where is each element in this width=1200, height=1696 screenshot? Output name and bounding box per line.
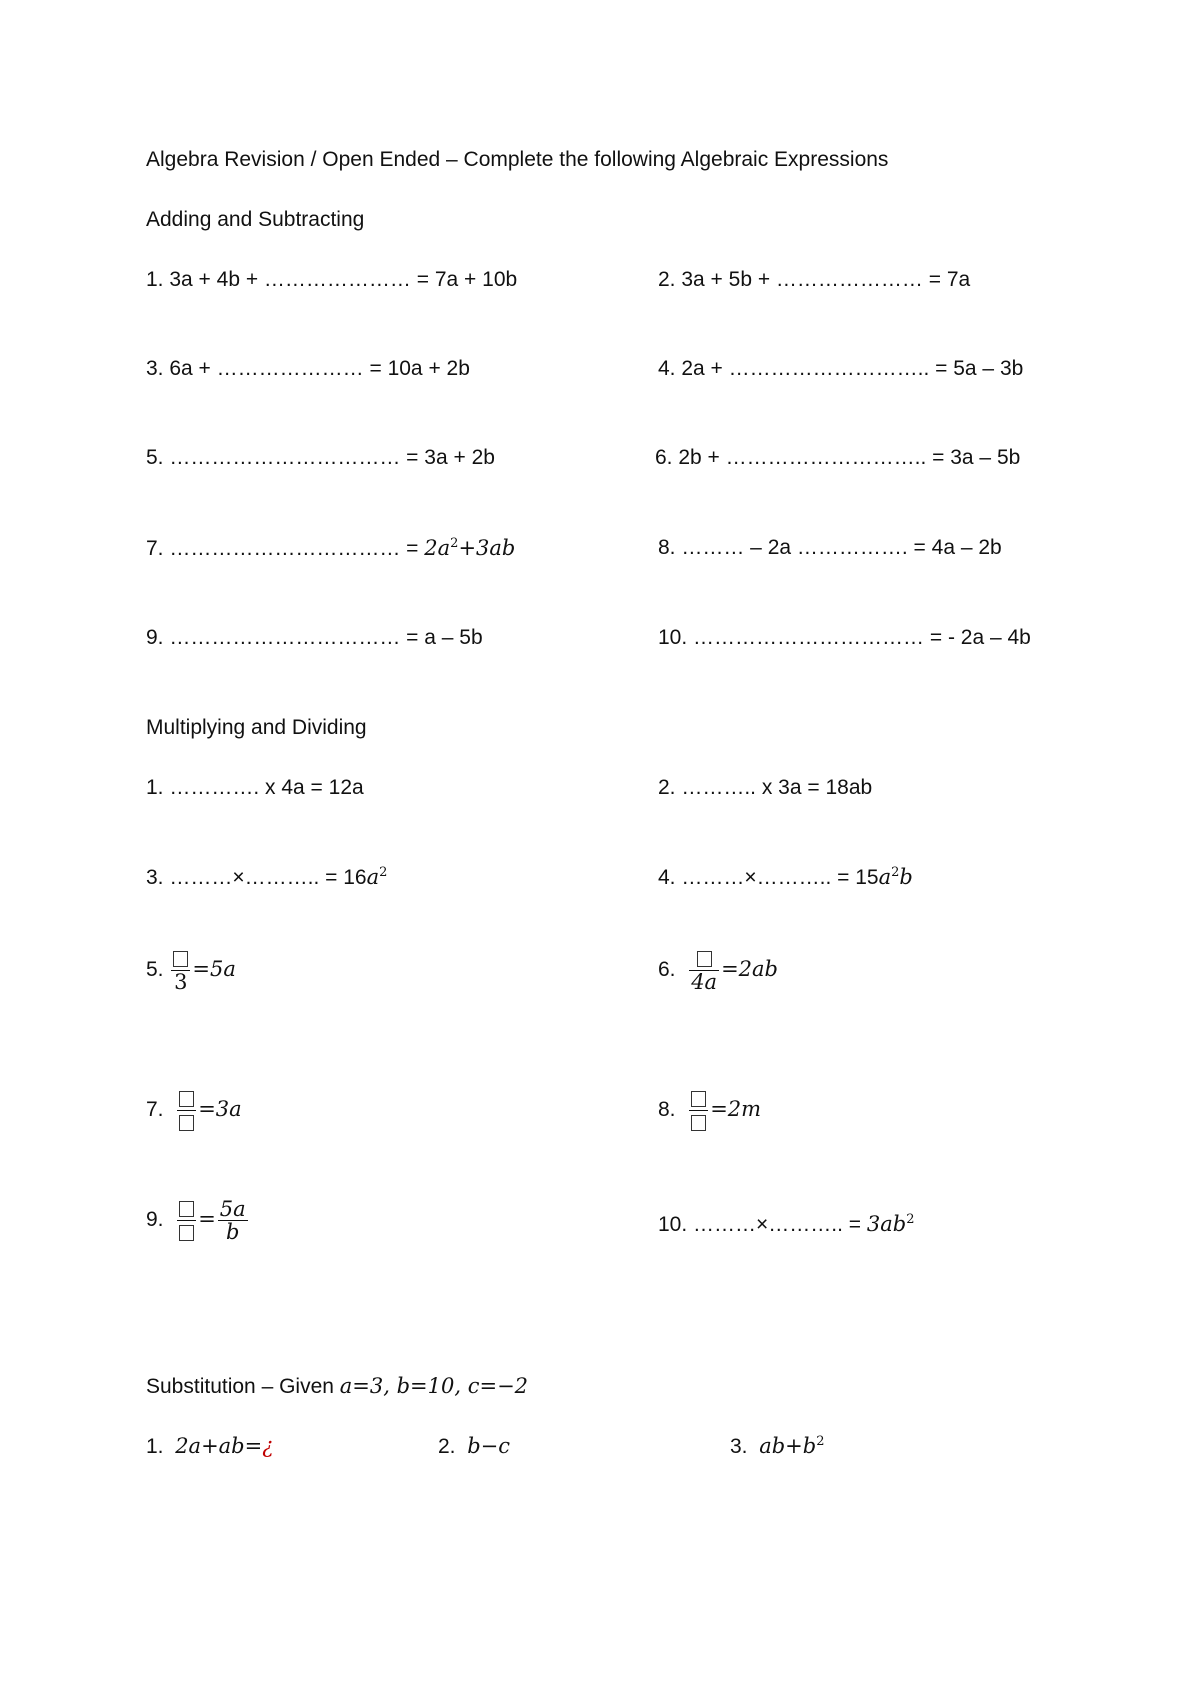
sub-question-1-expression: 2a+ab=: [175, 1434, 263, 1458]
add-question-8: 8. ……… – 2a ……………. = 4a – 2b: [658, 536, 1002, 559]
blank-box-icon: [173, 951, 188, 967]
mult-question-4-math-end: b: [899, 865, 913, 889]
mult-question-4-math: a: [878, 865, 892, 889]
blank-box-icon: [691, 1091, 706, 1107]
sub-question-3-expression: ab+b: [759, 1434, 817, 1458]
mult-question-8-fraction: [689, 1088, 708, 1133]
sub-question-3: [730, 1434, 824, 1459]
mult-question-8-result: =2m: [710, 1097, 762, 1122]
mult-question-5-result: =5a: [192, 957, 236, 982]
mult-question-10-text: 10. ………×……….. =: [658, 1213, 867, 1236]
add-question-7-exponent: 2: [450, 536, 459, 551]
heading-multiplying-dividing: Multiplying and Dividing: [146, 716, 367, 739]
sub-question-1-number: 1.: [146, 1435, 164, 1458]
mult-question-7-result: =3a: [198, 1097, 242, 1122]
mult-question-10-math: 3ab: [866, 1212, 907, 1236]
sub-question-1-placeholder: ¿: [262, 1434, 274, 1458]
blank-box-icon: [179, 1225, 194, 1241]
mult-question-4: [658, 865, 913, 890]
mult-question-8: [658, 1088, 761, 1133]
add-question-7-text: 7. …………………………… =: [146, 537, 425, 560]
add-question-3: 3. 6a + ………………… = 10a + 2b: [146, 357, 470, 380]
mult-question-10-exponent: 2: [906, 1212, 915, 1227]
page-title: Algebra Revision / Open Ended – Complete the following Algebraic Expressions: [146, 148, 889, 171]
blank-box-icon: [179, 1115, 194, 1131]
substitution-heading-text: Substitution – Given: [146, 1375, 340, 1398]
mult-question-4-text: 4. ………×……….. = 15: [658, 866, 879, 889]
add-question-6: 6. 2b + ……………………….. = 3a – 5b: [655, 446, 1021, 469]
substitution-given-values: a=3, b=10, c=−2: [339, 1374, 529, 1398]
add-question-7-math-end: +3ab: [458, 536, 516, 560]
mult-question-10: [658, 1212, 915, 1237]
mult-question-9-number: 9.: [146, 1208, 164, 1232]
mult-question-6-fraction: [689, 948, 719, 993]
mult-question-9: 9. = $\frac{5a}{b}$: [146, 1197, 246, 1245]
mult-question-7: [146, 1088, 242, 1133]
sub-question-1: [146, 1434, 274, 1459]
sub-question-2: [438, 1434, 510, 1459]
mult-question-5: [146, 948, 236, 993]
mult-question-4-exponent: 2: [891, 865, 900, 880]
mult-question-9-result-fraction: [218, 1198, 248, 1243]
mult-question-9-fraction: [177, 1198, 196, 1243]
mult-question-8-number: 8.: [658, 1098, 676, 1122]
mult-question-5-number: 5.: [146, 958, 164, 982]
sub-question-3-exponent: 2: [816, 1434, 825, 1449]
mult-question-6-number: 6.: [658, 958, 676, 982]
mult-question-6-denominator: 4a: [691, 970, 718, 995]
mult-question-5-fraction: [171, 948, 190, 993]
mult-question-7-number: 7.: [146, 1098, 164, 1122]
blank-box-icon: [697, 951, 712, 967]
mult-question-7-fraction: [177, 1088, 196, 1133]
mult-question-5-denominator: 3: [171, 970, 190, 993]
add-question-5: 5. …………………………… = 3a + 2b: [146, 446, 495, 469]
blank-box-icon: [179, 1091, 194, 1107]
heading-substitution: [146, 1374, 528, 1399]
mult-question-3-exponent: 2: [379, 865, 388, 880]
blank-box-icon: [179, 1201, 194, 1217]
add-question-7: [146, 536, 515, 561]
blank-box-icon: [691, 1115, 706, 1131]
mult-question-2: 2. ……….. x 3a = 18ab: [658, 776, 873, 799]
add-question-9: 9. …………………………… = a – 5b: [146, 626, 483, 649]
add-question-2: 2. 3a + 5b + ………………… = 7a: [658, 268, 971, 291]
mult-question-3: [146, 865, 387, 890]
mult-question-9-result-denominator: b: [218, 1220, 248, 1243]
mult-question-9-result-numerator: 5a: [219, 1197, 246, 1221]
sub-question-3-number: 3.: [730, 1435, 748, 1458]
add-question-4: 4. 2a + ……………………….. = 5a – 3b: [658, 357, 1024, 380]
mult-question-6-result: =2ab: [721, 957, 778, 982]
sub-question-2-number: 2.: [438, 1435, 456, 1458]
sub-question-2-expression: b−c: [467, 1434, 510, 1458]
heading-adding-subtracting: Adding and Subtracting: [146, 208, 365, 231]
mult-question-3-text: 3. ………×……….. = 16: [146, 866, 367, 889]
add-question-1: 1. 3a + 4b + ………………… = 7a + 10b: [146, 268, 518, 291]
mult-question-6: [658, 948, 778, 993]
add-question-7-math: 2a: [424, 536, 451, 560]
add-question-10: 10. …………………………… = - 2a – 4b: [658, 626, 1031, 649]
mult-question-1: 1. …………. x 4a = 12a: [146, 776, 364, 799]
mult-question-3-math: a: [366, 865, 380, 889]
